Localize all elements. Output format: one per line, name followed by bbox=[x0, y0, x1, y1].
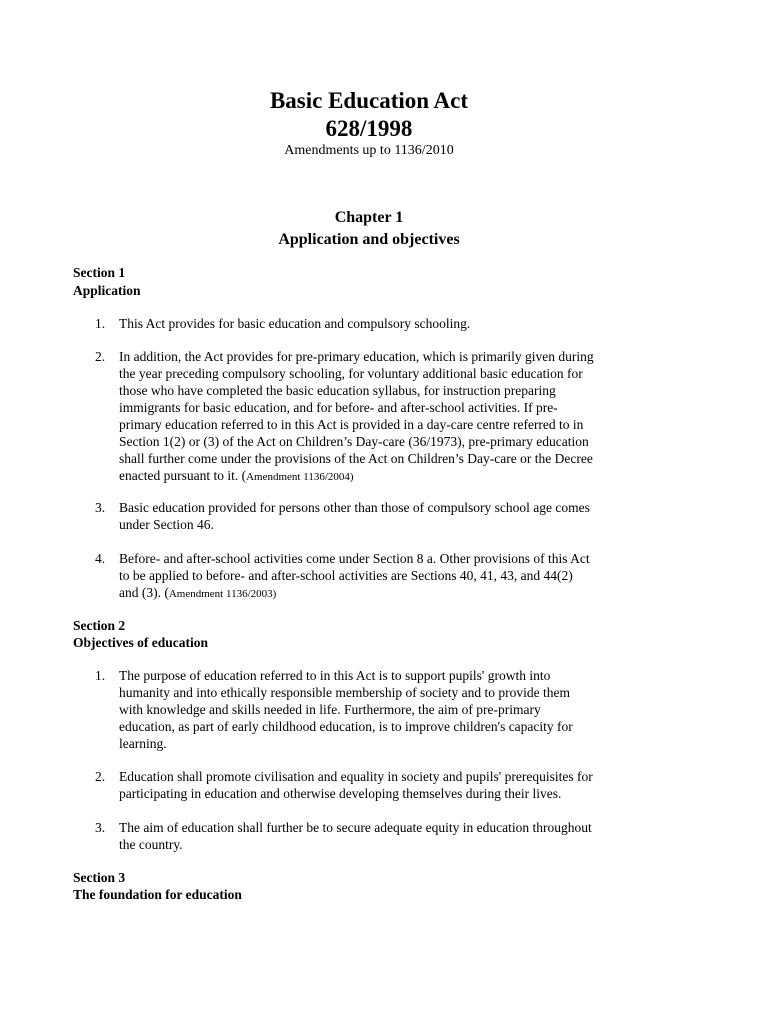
item-text: In addition, the Act provides for pre-primary education, which is primarily given during the year preceding compulsory schooling, for voluntary additional basic education for those who have completed the basic education syllabus, for instruction preparing immigrants for basic education, and for before- and after-school activities. If pre- primary education referred to in this Act is provided in a day-care centre referred to in Section 1(2) or (3) of the Act on Children’s Day-care (36/1973), pre-primary education shall further come under the provisions of the Act on Children’s Day-care or the Decree enacted pursuant to it. (Amendment 1136/2004) bbox=[119, 349, 594, 483]
list-item bbox=[95, 550, 675, 603]
list-item bbox=[95, 348, 675, 486]
item-number: 3. bbox=[95, 500, 106, 515]
item-number: 4. bbox=[95, 551, 106, 566]
section-1-title: Application bbox=[73, 283, 141, 298]
amendment-reference: Amendment 1136/2004) bbox=[246, 471, 354, 483]
list-item bbox=[95, 667, 675, 752]
item-text: The aim of education shall further be to secure adequate equity in education throughout the country. bbox=[119, 820, 592, 852]
item-text: Basic education provided for persons other than those of compulsory school age comes under Section 46. bbox=[119, 500, 590, 532]
item-text: This Act provides for basic education and compulsory schooling. bbox=[119, 316, 471, 331]
section-2-title: Objectives of education bbox=[73, 635, 208, 650]
section-3-label: Section 3 bbox=[73, 870, 126, 885]
list-item bbox=[95, 768, 675, 802]
item-text: Education shall promote civilisation and equality in society and pupils' prerequisites for participating in education and otherwise developing themselves during their lives. bbox=[119, 769, 593, 801]
item-text: The purpose of education referred to in this Act is to support pupils' growth into humanity and into ethically responsible membership of society and to provide them with knowledge and skills needed in life. Furthermore, the aim of pre-primary education, as part of early childhood education, is to improve children's capacity for learning. bbox=[119, 668, 573, 751]
amendment-reference: Amendment 1136/2003) bbox=[168, 588, 277, 600]
list-item bbox=[95, 819, 675, 853]
amendments-note: Amendments up to 1136/2010 bbox=[284, 143, 454, 158]
chapter-number: Chapter 1 bbox=[334, 209, 404, 226]
item-number: 2. bbox=[95, 769, 106, 784]
section-1-label: Section 1 bbox=[73, 265, 126, 280]
item-number: 1. bbox=[95, 668, 106, 683]
chapter-title: Application and objectives bbox=[278, 231, 460, 248]
section-3-title: The foundation for education bbox=[73, 887, 242, 902]
item-text: Before- and after-school activities come under Section 8 a. Other provisions of this Act to be applied to before- and after-school activities are Sections 40, 41, 43, and 44(2) and (3). (Amendment 1136/2003) bbox=[119, 551, 590, 600]
list-item bbox=[95, 315, 675, 332]
document-number: 628/1998 bbox=[325, 116, 413, 141]
item-number: 2. bbox=[95, 349, 106, 364]
item-number: 1. bbox=[95, 316, 106, 331]
section-2-label: Section 2 bbox=[73, 618, 126, 633]
item-number: 3. bbox=[95, 820, 106, 835]
list-item bbox=[95, 499, 675, 533]
document-title: Basic Education Act bbox=[269, 88, 469, 113]
